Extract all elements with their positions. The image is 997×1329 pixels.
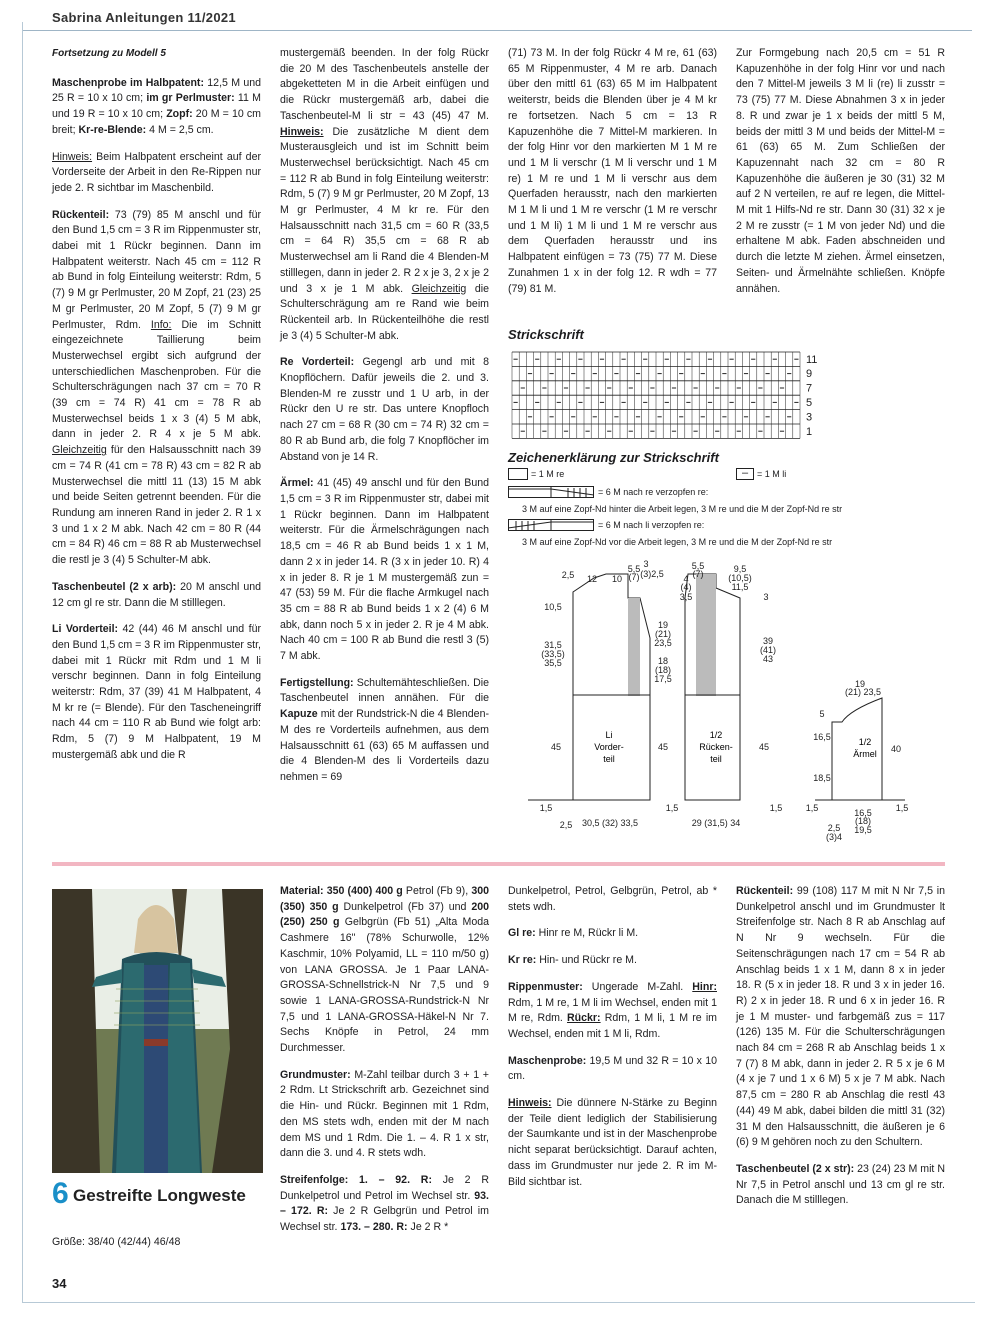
lower-column-3: Dunkelpetrol, Petrol, Gelbgrün, Petrol, ab * stets wdh. Gl re: Hinr re M, Rückr li M. Kr re: Hin- und Rückr re M. Rippenmuster: Ungerade M-Zahl. Hinr: Rdm, 1 M re, 1 M li im Wechsel, enden mit 1 M re, Rdm. Rückr: Rdm, 1 M li, 1 M re im Wechsel, enden mit 1 M li, Rdm. Maschenprobe: 19,5 M und 32 R = 10 x 10 cm. Hinweis: Die dünnere N-Stärke zu Beginn der Teile dient lediglich der Stabilisierung der Saumkante und ist in der Maschenprobe nicht separat berücksichtigt. Darauf achten, dass im Grundmuster nur jede 2. R im M-Bild sichtbar ist. (508, 885, 717, 1188)
col1-hint: Hinweis: Beim Halbpatent erscheint auf der Vorderseite der Arbeit in den Re-Rippen nur jede 2. R sichtbar im Maschenbild. (52, 150, 261, 194)
dimension-label: 3 (763, 592, 769, 602)
dimension-label: (18) (654, 665, 672, 675)
knitting-chart (508, 348, 828, 440)
column-4 (736, 46, 945, 308)
dimension-label: 31,5 (544, 640, 562, 650)
dimension-label: 19,5 (854, 825, 872, 835)
column-2 (280, 46, 489, 797)
legend-title: Zeichenerklärung zur Strickschrift (508, 450, 719, 465)
chart-row-label: 5 (806, 397, 813, 409)
dimension-label: (21) (654, 629, 672, 639)
chart-row-label: 11 (806, 353, 818, 366)
dimension-label: 39 (762, 636, 774, 646)
col1-pocket: Taschenbeutel (2 x arb): 20 M anschl und 12 cm gl re str. Dann die M stilllegen. (52, 580, 262, 609)
col2-sleeve: Ärmel: 41 (45) 49 anschl und für den Bund 1,5 cm = 3 R im Rippenmuster str, dabei mit 1 Rückr beginnen. Dann im Halbpatent weiterstr. Für die Ärmelschrägungen nach 18,5 cm = 46 R ab Bund beids 1 x 1 M, dann 2 x in jeder 14. R (3 x in jeder 10. R) 4 x in jeder 8. R je 1 M mustergemäß zun = 47 (53) 59 M. Für die flache Armkugel nach 35 cm = 88 R ab Bund beids 1 x 2 (4) 6 M abk, dann noch 5 x in jeder 2. R je 4 M abk. Nach 40 cm = 100 R ab Bund die restl 3 (5) 7 M abk. (280, 477, 489, 663)
col2-right-front: Re Vorderteil: Gegengl arb und mit 8 Knopflöchern. Dafür jeweils die 2. und 3. Blenden-M re zusstr und 1 U arb, in der Rückr den U re str. Das untere Knopfloch nach 27 cm = 68 R (30 cm = 74 R) 32 cm = 80 R ab Bund arb, die folg 7 Knopflöcher im Abstand von je 14 R. (280, 356, 489, 463)
dimension-label: 5 (819, 709, 825, 719)
dimension-label: 16,5 (854, 808, 872, 818)
sleeve-label: 1/2 Ärmel (853, 737, 877, 759)
dimension-label: 17,5 (654, 674, 672, 684)
dimension-label: (4) (680, 582, 692, 592)
dimension-label: 3 (643, 560, 649, 569)
left-cable-symbol-icon (508, 519, 594, 531)
right-cable-symbol-icon (508, 486, 594, 498)
dimension-label: 2,5 (559, 820, 573, 830)
dimension-label: 35,5 (544, 658, 562, 668)
dimension-label: 18 (657, 656, 669, 666)
dimension-label: 3,5 (679, 592, 693, 602)
front-label: Li Vorder-teil (594, 730, 624, 764)
dimension-label: (33,5) (541, 649, 565, 659)
dimension-label: 4 (683, 574, 689, 584)
col1-back-piece: Rückenteil: 73 (79) 85 M anschl und für den Bund 1,5 cm = 3 R im Rippenmuster str, dabei mit 1 Rückr beginnen. Dann im Halbpatent weiterstr. Nach 45 cm = 112 R ab Bund in folg Einteilung weiterstr: Rdm, 5 (7) 9 M gr Perlmuster, 20 M Zopf, 21 (23) 25 M gr Perlmuster, 20 M Zopf, 5 (7) 9 M gr Perlmuster, Rdm. Info: Die im Schnitt eingezeichnete Taillierung beim Musterwechsel ergibt sich aufgrund der unterschiedlichen Maschenproben. Für die Schulterschrägungen nach 37 cm = 70 R (39 cm = 74 R) 41 cm = 78 R ab Musterwechsel beids 1 x 3 (4) 5 M abk, dann in jeder 2. R 4 x je 5 M abk. Gleichzeitig für den Halsausschnitt nach 39 cm = 74 R (41 cm = 78 R) 43 cm = 82 R ab Musterwechsel die mittl 11 (13) 15 M abk und beide Seiten getrennt beenden. Für die Rundung am inneren Rand in jeder 2. R 1 x 3 und 1 x 2 M abk. Nach 42 cm = 80 R (44 cm = 84 R) 46 cm = 88 R ab Musterwechsel die restl je 3 (4) 5 Schulter-M abk. (52, 208, 261, 567)
dimension-label: (3)2,5 (640, 569, 664, 579)
dimension-label: (18) (854, 816, 872, 826)
pattern-schematic (520, 560, 940, 845)
dimension-label: 1,5 (769, 803, 783, 813)
dimension-label: 40 (890, 744, 902, 754)
chart-row-label: 7 (806, 382, 813, 395)
dimension-label: (21) 23,5 (844, 687, 882, 697)
col1-left-front: Li Vorderteil: 42 (44) 46 M anschl und für den Bund 1,5 cm = 3 R im Rippenmuster str, dabei mit 1 Rückr mit Rdm und 1 M li verschr beginnen. Dann in folg Einteilung weiterstr: Rdm, 37 (39) 41 M Halbpatent, 4 M kr re (= Blende). Für den Tascheneingriff nach 44 cm = 110 R ab Bund wie folgt arb: Rdm, 5 (7) 9 M Halbpatent, 19 M mustergemäß abk und die R (52, 623, 261, 761)
dimension-label: 10,5 (544, 602, 562, 612)
dimension-label: 2,5 (827, 823, 841, 833)
dimension-label: 16,5 (813, 732, 831, 742)
dimension-label: 19 (854, 679, 866, 689)
section-divider (52, 862, 945, 866)
dimension-label: 11,5 (731, 582, 749, 592)
dimension-label: (7) (692, 569, 704, 579)
model-number: 6 (52, 1177, 69, 1210)
chart-grid (512, 352, 800, 438)
legend-knit: = 1 M re (531, 469, 565, 479)
column-1 (52, 46, 261, 775)
dimension-label: 5,5 (691, 561, 705, 571)
dimension-label: 19 (657, 620, 669, 630)
front-piece-outline (573, 574, 650, 800)
column-3 (508, 46, 717, 308)
model-photo (52, 889, 263, 1173)
dimension-label: (7) (628, 572, 640, 582)
size-info: Größe: 38/40 (42/44) 46/48 (52, 1236, 181, 1248)
dimension-label: 2,5 (561, 570, 575, 580)
purl-symbol-icon: – (736, 468, 754, 480)
chart-row-label: 1 (806, 425, 813, 438)
col2-finishing: Fertigstellung: Schultemähteschließen. Die Taschenbeutel innen annähen. Für die Kapuze mit der Rundstrick-N die 4 Blenden-M des re Vorderteils aufnehmen, aus dem Halsausschnitt 61 (63) 65 M auffassen und die 4 Blenden-M des li Vorderteils dazu nehmen = 69 (280, 676, 489, 783)
dimension-label: 9,5 (733, 564, 747, 574)
magazine-header: Sabrina Anleitungen 11/2021 (52, 10, 236, 25)
dimension-label: 10 (611, 574, 623, 584)
knit-symbol-icon (508, 468, 528, 480)
col1-gauge: Maschenprobe im Halbpatent: 12,5 M und 25 R = 10 x 10 cm; im gr Perlmuster: 11 M und 19 R = 10 x 10 cm; Zopf: 20 M = 10 cm breit; Kr-re-Blende: 4 M = 2,5 cm. (52, 76, 261, 136)
dimension-label: 30,5 (32) 33,5 (581, 818, 639, 828)
model-title: Gestreifte Longweste (73, 1186, 246, 1205)
col3-hood: (71) 73 M. In der folg Rückr 4 M re, 61 (63) 65 M Rippenmuster, 4 M re arb. Danach über den mittl 61 (63) 65 M im Halbpatent weiterstr, beids die Blenden über je 4 M kr re fortsetzen. Nach 5 cm = 13 R Kapuzenhöhe die 7 Mittel-M markieren. In der folg Hinr vor den markierten M 1 M re und 1 M li verschr (1 M li verschr und 1 M re) 1 M re und 1 M li verschr aus dem Querfaden herausstr, nach den markierten M 1 M li und 1 M re verschr (1 M re verschr und 1 M li) 1 M li und 1 M re verschr aus dem Querfaden herausstr und ins Halbpatent einfügen = 73 (75) 77 M. Diese Zunahmen 1 x in der folg 12. R wdh = 77 (79) 81 M. (508, 47, 717, 295)
legend-cable-left-desc: 3 M auf eine Zopf-Nd vor die Arbeit legen, 3 M re und die M der Zopf-Nd re str (522, 537, 833, 547)
col4-hood-cont: Zur Formgebung nach 20,5 cm = 51 R Kapuzenhöhe in der folg Hinr vor und nach den 7 Mittel-M jeweils 3 M li (re) li zusstr = 73 (75) 77 M. Diese Abnahmen 3 x in jeder 8. R und zwar je 1 x beids der mittl 5 M, beids der mittl 3 M und beids der Mittel-M = 61 (63) 65 M. Zum Schließen der Kapuzennaht nach 32 cm = 80 R Kapuzenhöhe die äußeren je 30 (31) 32 M auf 2 N verteilen, re auf re legen, die Mittel-M mit 1 Hilfs-Nd re str. Dann 30 (31) 32 x je 2 M re zusstr (= 1 M von jeder Nd) und die erhaltene M abk. Faden abschneiden und durch die letzte M ziehen. Ärmel einsetzen, Seiten- und Ärmelnähte schließen. Knöpfe annähen. (736, 47, 945, 295)
chart-row-label: 3 (806, 411, 813, 424)
chart-row-label: 9 (806, 368, 813, 381)
lower-column-4: Rückenteil: 99 (108) 117 M mit N Nr 7,5 in Dunkelpetrol anschl und im Grundmuster lt Streifenfolge str. Nach 8 R ab Anschlag auf N Nr 9 wechseln. Für die Seitenschrägungen nach 17 cm = 54 R ab Anschlag beids 1 x 1 M, dann 8 x in jeder 18. R (5 x in jeder 18. R und 3 x in jeder 16. R) 2 x in jeder 18. R und 6 x in jeder 16. R je 1 M muster- und farbgemäß zus = 117 (126) 135 M. Für die Schulterschrägungen nach 84 cm = 268 R ab Anschlag beids 1 x 7 (7) 8 M abk, dann in jeder 2. R 5 x je 6 M (4 x je 7 und 1 x 6 M) 5 x je 7 M abk. Nach 87,5 cm = 280 R ab Anschlag die restl 43 (44) 49 M abk, dabei bilden die mittl 31 (32) 31 M den Halsausschnitt, die äußeren je 6 (6) 9 M gehören noch zu den Schultern. Taschenbeutel (2 x str): 23 (24) 23 M mit N Nr 7,5 in Petrol anschl und 13 cm gl re str. Danach die M stilllegen. (736, 885, 945, 1207)
dimension-label: 1,5 (539, 803, 553, 813)
dimension-label: 45 (657, 742, 669, 752)
dimension-label: 45 (550, 742, 562, 752)
chart-title: Strickschrift (508, 327, 584, 342)
dimension-label: (10,5) (728, 573, 752, 583)
dimension-label: 45 (758, 742, 770, 752)
col2-left-front-cont: mustergemäß beenden. In der folg Rückr die 20 M des Taschenbeutels anstelle der abgeketteten M in die Arbeit einfügen und die Rückr mustergemäß arb, dabei die Taschenbeutel-M li str = 43 (45) 47 M. Hinweis: Die zusätzliche M dient dem Musterausgleich und ist im Schnitt beim Musterwechsel berücksichtigt. Nach 45 cm = 112 R ab Bund in folg Einteilung weiterstr: Rdm, 5 (7) 9 M gr Perlmuster, 20 M Zopf, 13 M gr Perlmuster, 4 M kr re. Für den Halsausschnitt nach 31,5 cm = 60 R (33,5 cm = 64 R) 35,5 cm = 68 R ab Musterwechsel am li Rand die 4 Blenden-M stilllegen, dann in jeder 2. R 2 x je 3, 2 x je 2 und 3 x je 1 M abk. Gleichzeitig die Schulterschrägung am re Rand wie beim Rückenteil arb. In Rückenteilhöhe die restl je 3 (4) 5 Schulter-M abk. (280, 47, 489, 342)
dimension-label: 1,5 (665, 803, 679, 813)
dimension-label: (3)4 (825, 832, 843, 842)
dimension-label: 23,5 (654, 638, 672, 648)
back-label: 1/2 Rücken-teil (699, 730, 733, 764)
chart-row-labels (806, 354, 817, 438)
dimension-label: 5,5 (627, 564, 641, 574)
continuation-note: Fortsetzung zu Modell 5 (52, 48, 166, 59)
dimension-label: 18,5 (813, 773, 831, 783)
dimension-label: 1,5 (805, 803, 819, 813)
dimension-label: 29 (31,5) 34 (691, 818, 741, 828)
back-piece-outline (685, 574, 740, 800)
page-number: 34 (52, 1276, 67, 1291)
dimension-label: 1,5 (895, 803, 909, 813)
legend-cable-left: = 6 M nach li verzopfen re: (598, 520, 705, 530)
dimension-label: (41) (759, 645, 777, 655)
dimension-label: 12 (586, 574, 598, 584)
lower-column-2: Material: 350 (400) 400 g Petrol (Fb 9), 300 (350) 350 g Dunkelpetrol (Fb 37) und 200 (250) 250 g Gelbgrün (Fb 51) „Alta Moda Cashmere 16" (78% Schurwolle, 12% Kaschmir, 10% Polyamid, LL = 110 m/50 g) von LANA GROSSA. Je 1 Paar LANA-GROSSA-Schnellstrick-N Nr 7,5 und 9 sowie 1 LANA-GROSSA-Rundstrick-N Nr 7,5 und 1 LANA-GROSSA-Häkel-N Nr 7. Sechs Knöpfe in Petrol, 24 mm Durchmesser. Grundmuster: M-Zahl teilbar durch 3 + 1 + 2 Rdm. Lt Strickschrift arb. Gezeichnet sind die Hin- und Rückr. Beginnen mit 1 Rdm, den MS stets wdh, enden mit der M nach dem MS und 1 Rdm. Die 1. – 4. R 1 x str, dann die 3. und 4. R stets wdh. Streifenfolge: 1. – 92. R: Je 2 R Dunkelpetrol und Petrol im Wechsel str. 93. – 172. R: Je 2 R Gelbgrün und Petrol im Wechsel str. 173. – 280. R: Je 2 R * (280, 885, 490, 1234)
legend-purl: = 1 M li (757, 469, 787, 479)
legend-cable-right-desc: 3 M auf eine Zopf-Nd hinter die Arbeit legen, 3 M re und die M der Zopf-Nd re str (522, 504, 843, 514)
legend-cable-right: = 6 M nach re verzopfen re: (598, 487, 709, 497)
dimension-label: 43 (762, 654, 774, 664)
